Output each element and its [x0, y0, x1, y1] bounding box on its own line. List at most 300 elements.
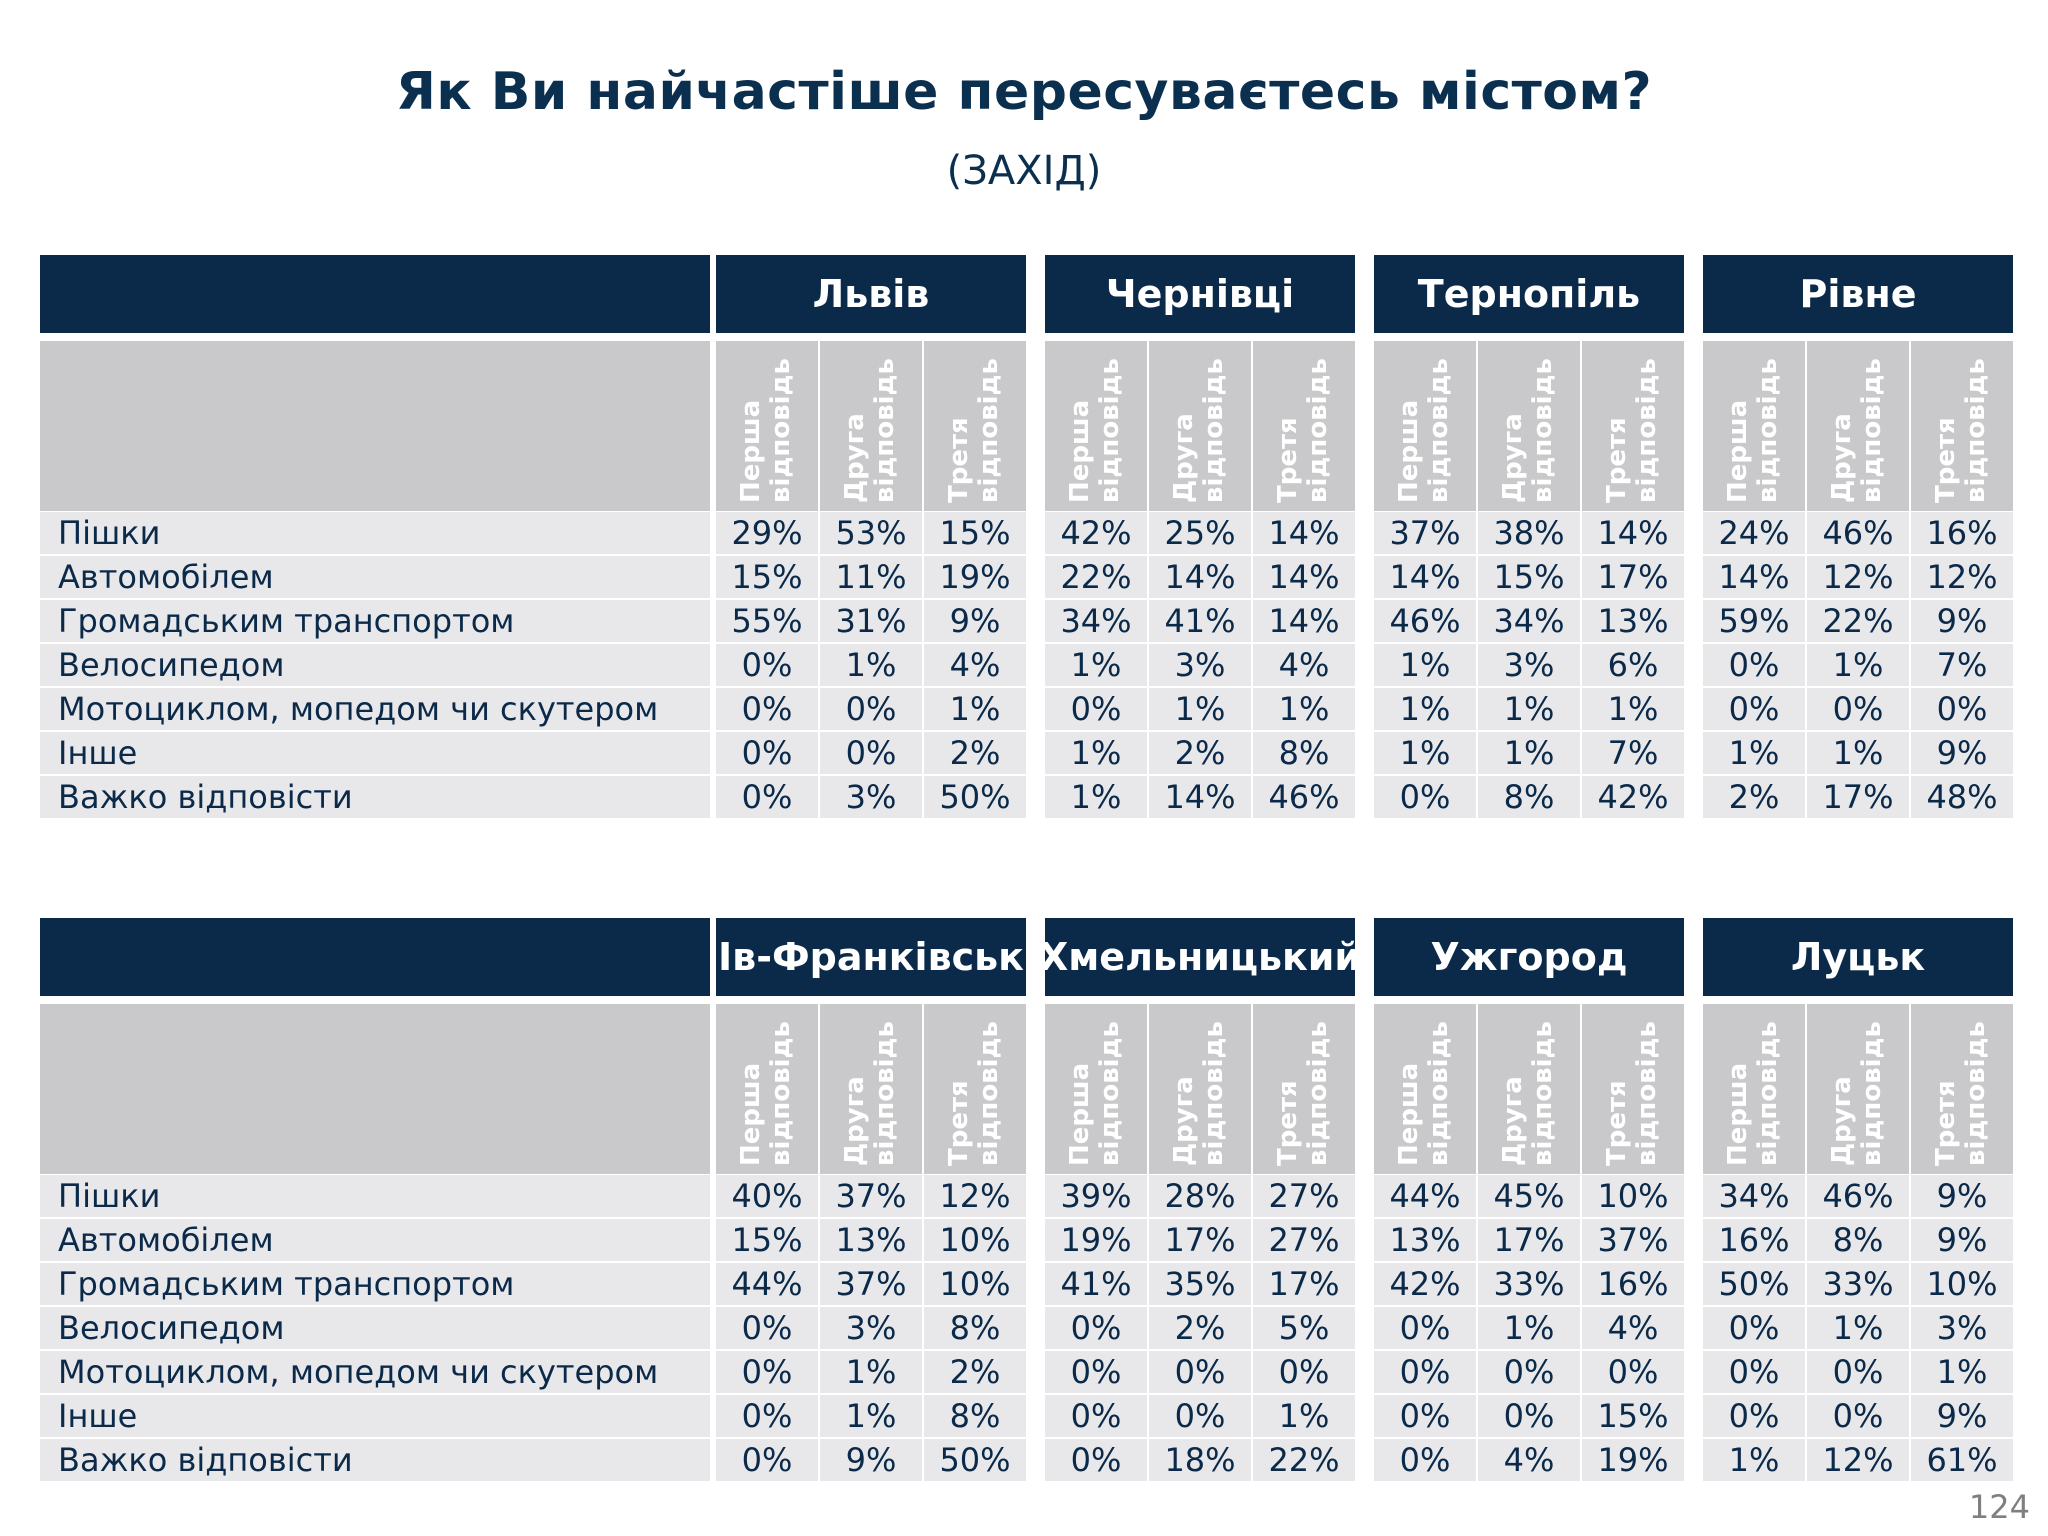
table-cell: 42%: [1045, 512, 1147, 554]
table-cell: 0%: [716, 776, 818, 818]
table-cell: 2%: [1149, 1307, 1251, 1349]
answer-header-cell: [1911, 341, 2013, 511]
table-cell: 15%: [716, 1219, 818, 1261]
table-cell: 50%: [924, 776, 1026, 818]
table-cell: 33%: [1807, 1263, 1909, 1305]
table-cell: 19%: [1045, 1219, 1147, 1261]
table-cell: 0%: [1582, 1351, 1684, 1393]
table-cell: 1%: [1807, 644, 1909, 686]
answer-header-cell: [1253, 1004, 1355, 1174]
table-cell: 9%: [1911, 1175, 2013, 1217]
table-cell: 0%: [716, 732, 818, 774]
table-cell: 46%: [1374, 600, 1476, 642]
page-title: Як Ви найчастіше пересуваєтесь містом?: [395, 62, 1653, 122]
answer-header-line-2: відповідь: [766, 1021, 796, 1166]
answer-header-line-1: Друга: [1498, 413, 1528, 503]
table-cell: 27%: [1253, 1175, 1355, 1217]
city-header: Рівне: [1703, 255, 2013, 333]
table-cell: 1%: [820, 644, 922, 686]
region-table-1: [40, 255, 2020, 825]
table-cell: 0%: [1045, 1351, 1147, 1393]
row-label: Інше: [40, 1395, 710, 1437]
table-cell: 0%: [1703, 1307, 1805, 1349]
city-header: Чернівці: [1045, 255, 1355, 333]
answer-header-cell: [1149, 1004, 1251, 1174]
answer-header-cell: [1582, 341, 1684, 511]
row-label: Громадським транспортом: [40, 1263, 710, 1305]
answer-header-line-2: відповідь: [1303, 1021, 1333, 1166]
table-cell: 45%: [1478, 1175, 1580, 1217]
table-cell: 15%: [716, 556, 818, 598]
table-cell: 50%: [1703, 1263, 1805, 1305]
row-label: Пішки: [40, 512, 710, 554]
table-cell: 34%: [1478, 600, 1580, 642]
table-cell: 1%: [1045, 776, 1147, 818]
table-cell: 14%: [1582, 512, 1684, 554]
answer-header-line-2: відповідь: [1199, 1021, 1229, 1166]
answer-header-line-1: Друга: [1827, 1076, 1857, 1166]
answer-header-line-2: відповідь: [870, 1021, 900, 1166]
table-cell: 16%: [1703, 1219, 1805, 1261]
table-cell: 14%: [1253, 600, 1355, 642]
answer-header-line-1: Друга: [1169, 1076, 1199, 1166]
answer-header-row: [40, 341, 2020, 511]
answer-header-line-1: Перша: [1394, 1062, 1424, 1166]
answer-header-line-2: відповідь: [974, 358, 1004, 503]
table-cell: 2%: [924, 1351, 1026, 1393]
table-cell: 38%: [1478, 512, 1580, 554]
row-label: Велосипедом: [40, 1307, 710, 1349]
answer-header-line-1: Третя: [1931, 1080, 1961, 1166]
answer-header-cell: [820, 341, 922, 511]
answer-header-cell: [1582, 1004, 1684, 1174]
answer-header-line-1: Друга: [1827, 413, 1857, 503]
table-cell: 1%: [1582, 688, 1684, 730]
answer-header-line-1: Перша: [736, 399, 766, 503]
table-cell: 46%: [1807, 1175, 1909, 1217]
table-cell: 7%: [1911, 644, 2013, 686]
answer-header-line-1: Перша: [1723, 399, 1753, 503]
table-cell: 35%: [1149, 1263, 1251, 1305]
answer-header-line-2: відповідь: [974, 1021, 1004, 1166]
answer-header-line-1: Перша: [736, 1062, 766, 1166]
table-cell: 0%: [820, 732, 922, 774]
answer-header-cell: [716, 341, 818, 511]
table-cell: 0%: [1703, 1395, 1805, 1437]
answer-header-cell: [820, 1004, 922, 1174]
table-cell: 3%: [1149, 644, 1251, 686]
table-cell: 0%: [1253, 1351, 1355, 1393]
answer-header-line-2: відповідь: [1303, 358, 1333, 503]
answer-header-label: [1498, 353, 1558, 503]
table-row: [40, 512, 2020, 554]
table-cell: 4%: [1478, 1439, 1580, 1481]
answer-header-cell: [1045, 1004, 1147, 1174]
table-cell: 14%: [1253, 556, 1355, 598]
table-cell: 1%: [1374, 644, 1476, 686]
table-cell: 0%: [1045, 1307, 1147, 1349]
answer-header-label: [1273, 353, 1333, 503]
table-cell: 7%: [1582, 732, 1684, 774]
table-cell: 24%: [1703, 512, 1805, 554]
answer-header-label: [1827, 353, 1887, 503]
table-cell: 8%: [924, 1307, 1026, 1349]
table-cell: 8%: [1478, 776, 1580, 818]
table-cell: 28%: [1149, 1175, 1251, 1217]
table-cell: 37%: [1374, 512, 1476, 554]
table-cell: 44%: [716, 1263, 818, 1305]
table-cell: 0%: [1374, 1351, 1476, 1393]
answer-header-label: [1827, 1016, 1887, 1166]
table-cell: 16%: [1582, 1263, 1684, 1305]
table-cell: 3%: [1478, 644, 1580, 686]
city-header: Луцьк: [1703, 918, 2013, 996]
answer-header-line-1: Друга: [840, 413, 870, 503]
table-cell: 17%: [1807, 776, 1909, 818]
table-cell: 17%: [1478, 1219, 1580, 1261]
table-cell: 39%: [1045, 1175, 1147, 1217]
table-row: [40, 600, 2020, 642]
table-cell: 0%: [1478, 1395, 1580, 1437]
table-cell: 0%: [1703, 688, 1805, 730]
table-cell: 16%: [1911, 512, 2013, 554]
answer-header-line-1: Друга: [840, 1076, 870, 1166]
answer-header-line-2: відповідь: [1857, 1021, 1887, 1166]
answer-header-line-1: Третя: [1931, 417, 1961, 503]
table-cell: 55%: [716, 600, 818, 642]
answer-header-line-2: відповідь: [1424, 358, 1454, 503]
answer-header-line-2: відповідь: [1528, 1021, 1558, 1166]
answer-header-label: [840, 1016, 900, 1166]
answer-header-cell: [1807, 341, 1909, 511]
table-cell: 17%: [1582, 556, 1684, 598]
table-row: [40, 1263, 2020, 1305]
region-table-2: [40, 918, 2020, 1488]
header-corner: [40, 255, 710, 333]
table-cell: 4%: [924, 644, 1026, 686]
row-label: Мотоциклом, мопедом чи скутером: [40, 1351, 710, 1393]
table-row: [40, 1439, 2020, 1481]
table-cell: 9%: [1911, 600, 2013, 642]
answer-header-row: [40, 1004, 2020, 1174]
table-cell: 15%: [1478, 556, 1580, 598]
table-cell: 2%: [1149, 732, 1251, 774]
answer-header-cell: [1911, 1004, 2013, 1174]
table-cell: 15%: [1582, 1395, 1684, 1437]
table-cell: 31%: [820, 600, 922, 642]
answer-header-line-1: Друга: [1498, 1076, 1528, 1166]
answer-header-line-1: Третя: [944, 1080, 974, 1166]
table-cell: 37%: [820, 1175, 922, 1217]
table-cell: 3%: [1911, 1307, 2013, 1349]
table-cell: 46%: [1807, 512, 1909, 554]
table-cell: 12%: [1911, 556, 2013, 598]
answer-header-line-2: відповідь: [1199, 358, 1229, 503]
table-cell: 1%: [1478, 1307, 1580, 1349]
answer-header-label: [1498, 1016, 1558, 1166]
answer-header-label: [1602, 353, 1662, 503]
row-label: Пішки: [40, 1175, 710, 1217]
header-corner: [40, 918, 710, 996]
table-cell: 18%: [1149, 1439, 1251, 1481]
table-row: [40, 1351, 2020, 1393]
answer-header-label: [1065, 1016, 1125, 1166]
table-cell: 19%: [924, 556, 1026, 598]
table-row: [40, 688, 2020, 730]
table-cell: 29%: [716, 512, 818, 554]
answer-header-cell: [924, 341, 1026, 511]
answer-header-cell: [1478, 341, 1580, 511]
table-cell: 2%: [1703, 776, 1805, 818]
table-row: [40, 1175, 2020, 1217]
answer-header-cell: [1807, 1004, 1909, 1174]
answer-header-cell: [1149, 341, 1251, 511]
answer-header-label: [1065, 353, 1125, 503]
table-cell: 25%: [1149, 512, 1251, 554]
answer-header-corner: [40, 341, 710, 511]
answer-header-line-2: відповідь: [870, 358, 900, 503]
table-cell: 8%: [1807, 1219, 1909, 1261]
answer-header-line-1: Перша: [1723, 1062, 1753, 1166]
answer-header-cell: [1374, 1004, 1476, 1174]
table-cell: 12%: [1807, 556, 1909, 598]
table-row: [40, 1219, 2020, 1261]
answer-header-cell: [1703, 341, 1805, 511]
table-cell: 1%: [1703, 732, 1805, 774]
table-cell: 0%: [1045, 1395, 1147, 1437]
answer-header-line-2: відповідь: [1095, 1021, 1125, 1166]
table-cell: 42%: [1374, 1263, 1476, 1305]
table-cell: 1%: [1807, 732, 1909, 774]
table-cell: 61%: [1911, 1439, 2013, 1481]
answer-header-label: [944, 353, 1004, 503]
answer-header-line-2: відповідь: [1632, 358, 1662, 503]
table-cell: 14%: [1149, 776, 1251, 818]
answer-header-label: [1169, 353, 1229, 503]
answer-header-line-2: відповідь: [1961, 358, 1991, 503]
page-subtitle: (ЗАХІД): [946, 148, 1102, 194]
answer-header-line-1: Третя: [1273, 417, 1303, 503]
table-cell: 10%: [1911, 1263, 2013, 1305]
answer-header-line-2: відповідь: [1753, 358, 1783, 503]
table-cell: 1%: [1149, 688, 1251, 730]
answer-header-cell: [1253, 341, 1355, 511]
row-label: Велосипедом: [40, 644, 710, 686]
answer-header-line-2: відповідь: [1961, 1021, 1991, 1166]
table-cell: 9%: [1911, 732, 2013, 774]
table-cell: 1%: [820, 1351, 922, 1393]
table-cell: 0%: [1911, 688, 2013, 730]
table-cell: 12%: [1807, 1439, 1909, 1481]
answer-header-line-2: відповідь: [1095, 358, 1125, 503]
table-cell: 1%: [1045, 644, 1147, 686]
table-cell: 0%: [1374, 1307, 1476, 1349]
answer-header-line-1: Третя: [944, 417, 974, 503]
table-cell: 1%: [1807, 1307, 1909, 1349]
table-row: [40, 556, 2020, 598]
table-cell: 0%: [1703, 1351, 1805, 1393]
answer-header-line-1: Перша: [1394, 399, 1424, 503]
city-header: Тернопіль: [1374, 255, 1684, 333]
table-cell: 0%: [716, 1395, 818, 1437]
table-cell: 13%: [1374, 1219, 1476, 1261]
table-cell: 1%: [1911, 1351, 2013, 1393]
city-header-row: [40, 918, 2020, 996]
table-cell: 12%: [924, 1175, 1026, 1217]
answer-header-line-2: відповідь: [766, 358, 796, 503]
row-label: Інше: [40, 732, 710, 774]
table-cell: 1%: [1374, 732, 1476, 774]
table-row: [40, 1395, 2020, 1437]
row-label: Автомобілем: [40, 556, 710, 598]
table-cell: 4%: [1582, 1307, 1684, 1349]
table-cell: 53%: [820, 512, 922, 554]
table-cell: 13%: [1582, 600, 1684, 642]
table-cell: 41%: [1149, 600, 1251, 642]
answer-header-label: [1723, 353, 1783, 503]
row-label: Важко відповісти: [40, 1439, 710, 1481]
table-cell: 44%: [1374, 1175, 1476, 1217]
answer-header-label: [1931, 1016, 1991, 1166]
table-cell: 50%: [924, 1439, 1026, 1481]
answer-header-label: [840, 353, 900, 503]
table-cell: 0%: [1045, 1439, 1147, 1481]
table-cell: 1%: [1253, 688, 1355, 730]
answer-header-line-1: Третя: [1602, 1080, 1632, 1166]
city-header: Ів-Франківськ: [716, 918, 1026, 996]
answer-header-cell: [924, 1004, 1026, 1174]
table-cell: 0%: [716, 1439, 818, 1481]
table-cell: 11%: [820, 556, 922, 598]
answer-header-line-1: Третя: [1602, 417, 1632, 503]
table-cell: 19%: [1582, 1439, 1684, 1481]
table-cell: 13%: [820, 1219, 922, 1261]
city-header: Ужгород: [1374, 918, 1684, 996]
row-label: Автомобілем: [40, 1219, 710, 1261]
table-cell: 1%: [1045, 732, 1147, 774]
table-cell: 0%: [1478, 1351, 1580, 1393]
table-cell: 14%: [1374, 556, 1476, 598]
table-cell: 0%: [1045, 688, 1147, 730]
table-cell: 1%: [1253, 1395, 1355, 1437]
answer-header-cell: [1478, 1004, 1580, 1174]
table-cell: 37%: [820, 1263, 922, 1305]
table-cell: 0%: [1149, 1351, 1251, 1393]
answer-header-line-2: відповідь: [1632, 1021, 1662, 1166]
answer-header-label: [944, 1016, 1004, 1166]
table-cell: 59%: [1703, 600, 1805, 642]
table-cell: 0%: [1374, 1439, 1476, 1481]
table-cell: 14%: [1149, 556, 1251, 598]
answer-header-label: [1931, 353, 1991, 503]
table-cell: 4%: [1253, 644, 1355, 686]
table-cell: 0%: [1807, 1395, 1909, 1437]
table-cell: 2%: [924, 732, 1026, 774]
table-row: [40, 732, 2020, 774]
answer-header-cell: [1703, 1004, 1805, 1174]
table-cell: 0%: [716, 1351, 818, 1393]
table-cell: 40%: [716, 1175, 818, 1217]
table-cell: 3%: [820, 1307, 922, 1349]
table-cell: 1%: [1478, 732, 1580, 774]
table-cell: 9%: [1911, 1219, 2013, 1261]
table-cell: 0%: [820, 688, 922, 730]
table-cell: 9%: [1911, 1395, 2013, 1437]
table-cell: 1%: [1703, 1439, 1805, 1481]
table-row: [40, 1307, 2020, 1349]
table-cell: 10%: [924, 1219, 1026, 1261]
table-cell: 1%: [1374, 688, 1476, 730]
answer-header-label: [1273, 1016, 1333, 1166]
answer-header-label: [736, 353, 796, 503]
table-cell: 0%: [1703, 644, 1805, 686]
table-cell: 22%: [1045, 556, 1147, 598]
table-cell: 15%: [924, 512, 1026, 554]
answer-header-label: [1169, 1016, 1229, 1166]
table-cell: 5%: [1253, 1307, 1355, 1349]
city-header: Львів: [716, 255, 1026, 333]
table-cell: 14%: [1703, 556, 1805, 598]
table-cell: 8%: [924, 1395, 1026, 1437]
table-cell: 34%: [1703, 1175, 1805, 1217]
table-cell: 1%: [1478, 688, 1580, 730]
answer-header-line-2: відповідь: [1753, 1021, 1783, 1166]
table-cell: 9%: [924, 600, 1026, 642]
answer-header-line-2: відповідь: [1528, 358, 1558, 503]
answer-header-line-1: Перша: [1065, 399, 1095, 503]
table-cell: 22%: [1253, 1439, 1355, 1481]
answer-header-label: [736, 1016, 796, 1166]
table-cell: 9%: [820, 1439, 922, 1481]
table-cell: 0%: [1149, 1395, 1251, 1437]
answer-header-line-1: Друга: [1169, 413, 1199, 503]
table-cell: 3%: [820, 776, 922, 818]
table-cell: 8%: [1253, 732, 1355, 774]
table-cell: 17%: [1253, 1263, 1355, 1305]
answer-header-label: [1602, 1016, 1662, 1166]
city-header-row: [40, 255, 2020, 333]
table-cell: 0%: [1807, 688, 1909, 730]
table-cell: 14%: [1253, 512, 1355, 554]
table-cell: 41%: [1045, 1263, 1147, 1305]
table-cell: 27%: [1253, 1219, 1355, 1261]
answer-header-label: [1394, 353, 1454, 503]
table-cell: 10%: [924, 1263, 1026, 1305]
answer-header-cell: [716, 1004, 818, 1174]
table-cell: 6%: [1582, 644, 1684, 686]
answer-header-line-1: Третя: [1273, 1080, 1303, 1166]
table-row: [40, 776, 2020, 818]
answer-header-corner: [40, 1004, 710, 1174]
answer-header-line-2: відповідь: [1424, 1021, 1454, 1166]
answer-header-line-1: Перша: [1065, 1062, 1095, 1166]
table-cell: 10%: [1582, 1175, 1684, 1217]
table-cell: 42%: [1582, 776, 1684, 818]
table-cell: 0%: [716, 644, 818, 686]
answer-header-cell: [1045, 341, 1147, 511]
table-cell: 33%: [1478, 1263, 1580, 1305]
table-cell: 0%: [1374, 776, 1476, 818]
answer-header-cell: [1374, 341, 1476, 511]
table-cell: 37%: [1582, 1219, 1684, 1261]
table-cell: 1%: [820, 1395, 922, 1437]
table-cell: 22%: [1807, 600, 1909, 642]
table-cell: 0%: [1374, 1395, 1476, 1437]
city-header: Хмельницький: [1045, 918, 1355, 996]
table-cell: 46%: [1253, 776, 1355, 818]
row-label: Громадським транспортом: [40, 600, 710, 642]
row-label: Важко відповісти: [40, 776, 710, 818]
